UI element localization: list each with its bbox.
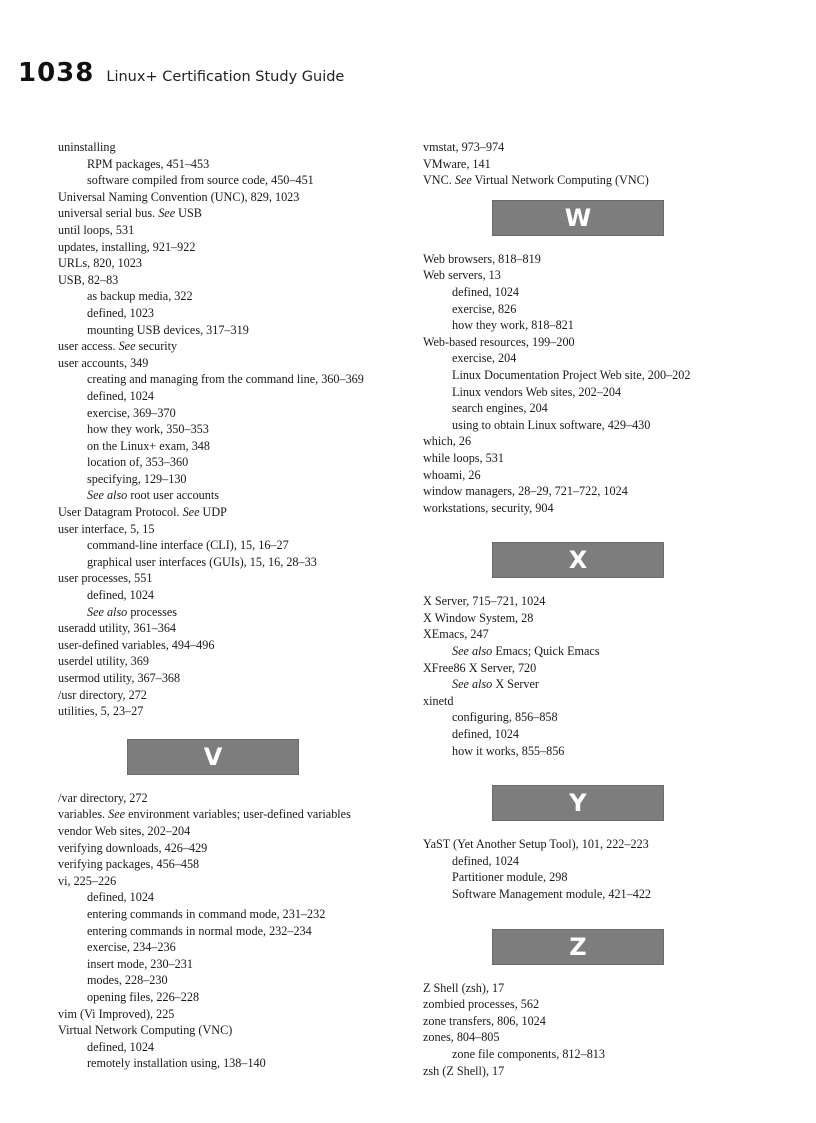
index-subentry: how they work, 350–353 bbox=[87, 422, 209, 437]
index-entry: verifying packages, 456–458 bbox=[58, 857, 200, 872]
index-subentry: specifying, 129–130 bbox=[87, 471, 187, 486]
index-entry: user interface, 5, 15 bbox=[58, 521, 155, 536]
index-entry: URLs, 820, 1023 bbox=[58, 256, 142, 271]
index-subentry: as backup media, 322 bbox=[87, 289, 193, 304]
section-header-y: Y bbox=[492, 785, 664, 821]
index-subentry: defined, 1024 bbox=[452, 284, 520, 299]
index-subentry: using to obtain Linux software, 429–430 bbox=[452, 417, 651, 432]
index-entry: user accounts, 349 bbox=[58, 355, 149, 370]
index-entry: VNC. See Virtual Network Computing (VNC) bbox=[423, 173, 649, 188]
index-entry: userdel utility, 369 bbox=[58, 654, 149, 669]
index-subentry: defined, 1024 bbox=[452, 853, 520, 868]
index-entry: Web servers, 13 bbox=[423, 268, 501, 283]
index-subentry: See also processes bbox=[87, 604, 178, 619]
index-entry: useradd utility, 361–364 bbox=[58, 621, 177, 636]
index-subentry: defined, 1024 bbox=[87, 588, 155, 603]
index-subentry: how they work, 818–821 bbox=[452, 318, 574, 333]
index-subentry: defined, 1024 bbox=[87, 1039, 155, 1054]
index-entry: while loops, 531 bbox=[423, 450, 504, 465]
index-entry: user access. See security bbox=[58, 339, 178, 354]
index-entry: Virtual Network Computing (VNC) bbox=[58, 1023, 233, 1038]
index-subentry: modes, 228–230 bbox=[87, 973, 168, 988]
index-subentry: location of, 353–360 bbox=[87, 455, 189, 470]
page-header bbox=[18, 58, 344, 88]
index-subentry: defined, 1024 bbox=[87, 890, 155, 905]
index-entry: vi, 225–226 bbox=[58, 873, 117, 888]
index-entry: xinetd bbox=[423, 693, 454, 708]
index-entry: utilities, 5, 23–27 bbox=[58, 704, 144, 719]
index-entry: vendor Web sites, 202–204 bbox=[58, 823, 191, 838]
index-entry: uninstalling bbox=[58, 140, 116, 154]
index-entry: workstations, security, 904 bbox=[423, 500, 554, 515]
index-entry: USB, 82–83 bbox=[58, 272, 119, 287]
index-subentry: exercise, 204 bbox=[452, 351, 517, 366]
index-subentry: search engines, 204 bbox=[452, 401, 548, 416]
index-subentry: exercise, 234–236 bbox=[87, 940, 176, 955]
index-entry: updates, installing, 921–922 bbox=[58, 239, 196, 254]
index-entry: until loops, 531 bbox=[58, 222, 135, 237]
index-group-z bbox=[423, 980, 793, 1080]
index-subentry: See also Emacs; Quick Emacs bbox=[452, 644, 600, 659]
index-entry: User Datagram Protocol. See UDP bbox=[58, 505, 227, 520]
index-subentry: exercise, 826 bbox=[452, 301, 517, 316]
book-title: Linux+ Certification Study Guide bbox=[106, 69, 345, 85]
index-entry: /usr directory, 272 bbox=[58, 687, 147, 702]
index-subentry: defined, 1024 bbox=[87, 388, 155, 403]
index-entry: zones, 804–805 bbox=[423, 1030, 500, 1045]
index-group-v-cont bbox=[423, 139, 793, 189]
index-subentry: zone file components, 812–813 bbox=[452, 1046, 605, 1061]
page-number: 1038 bbox=[18, 58, 95, 88]
index-subentry: exercise, 369–370 bbox=[87, 405, 176, 420]
index-entry: VMware, 141 bbox=[423, 156, 491, 171]
index-entry: universal serial bus. See USB bbox=[58, 206, 202, 221]
index-subentry: on the Linux+ exam, 348 bbox=[87, 438, 210, 453]
index-entry: X Server, 715–721, 1024 bbox=[423, 594, 546, 609]
index-subentry: opening files, 226–228 bbox=[87, 989, 200, 1004]
index-entry: whoami, 26 bbox=[423, 467, 481, 482]
index-subentry: graphical user interfaces (GUIs), 15, 16, 28–33 bbox=[87, 554, 317, 569]
index-group-w bbox=[423, 251, 793, 517]
index-subentry: configuring, 856–858 bbox=[452, 710, 558, 725]
index-group-y bbox=[423, 836, 793, 902]
index-entry: Web-based resources, 199–200 bbox=[423, 334, 575, 349]
index-entry: XEmacs, 247 bbox=[423, 627, 489, 642]
index-subentry: RPM packages, 451–453 bbox=[87, 156, 210, 171]
index-subentry: Linux vendors Web sites, 202–204 bbox=[452, 384, 622, 399]
index-entry: user processes, 551 bbox=[58, 571, 153, 586]
index-group-u bbox=[58, 139, 398, 720]
index-group-v bbox=[58, 790, 398, 1072]
index-entry: Universal Naming Convention (UNC), 829, 1023 bbox=[58, 189, 300, 204]
index-subentry: command-line interface (CLI), 15, 16–27 bbox=[87, 538, 289, 553]
index-subentry: mounting USB devices, 317–319 bbox=[87, 322, 249, 337]
index-entry: /var directory, 272 bbox=[58, 790, 148, 805]
index-group-x bbox=[423, 593, 793, 759]
section-header-w: W bbox=[492, 200, 664, 236]
index-subentry: entering commands in normal mode, 232–234 bbox=[87, 923, 312, 938]
index-subentry: entering commands in command mode, 231–232 bbox=[87, 906, 326, 921]
section-header-x: X bbox=[492, 542, 664, 578]
index-subentry: defined, 1023 bbox=[87, 305, 155, 320]
index-entry: Z Shell (zsh), 17 bbox=[423, 980, 505, 995]
index-entry: zombied processes, 562 bbox=[423, 997, 540, 1012]
index-entry: usermod utility, 367–368 bbox=[58, 671, 181, 685]
index-subentry: remotely installation using, 138–140 bbox=[87, 1056, 266, 1071]
index-column-right bbox=[423, 139, 793, 1079]
index-entry: verifying downloads, 426–429 bbox=[58, 840, 208, 855]
index-subentry: Partitioner module, 298 bbox=[452, 870, 568, 885]
index-entry: YaST (Yet Another Setup Tool), 101, 222–223 bbox=[423, 837, 649, 852]
index-entry: zone transfers, 806, 1024 bbox=[423, 1013, 546, 1028]
index-entry: user-defined variables, 494–496 bbox=[58, 637, 215, 652]
index-subentry: software compiled from source code, 450–451 bbox=[87, 173, 314, 188]
index-entry: which, 26 bbox=[423, 434, 472, 449]
index-entry: window managers, 28–29, 721–722, 1024 bbox=[423, 484, 628, 499]
index-subentry: creating and managing from the command line, 360–369 bbox=[87, 372, 364, 387]
index-column-left bbox=[58, 139, 398, 1072]
section-header-z: Z bbox=[492, 929, 664, 965]
index-entry: vim (Vi Improved), 225 bbox=[58, 1006, 175, 1021]
index-subentry: Software Management module, 421–422 bbox=[452, 887, 652, 901]
index-subentry: See also X Server bbox=[452, 677, 539, 692]
index-entry: vmstat, 973–974 bbox=[423, 140, 505, 154]
index-subentry: Linux Documentation Project Web site, 200–202 bbox=[452, 367, 691, 382]
index-entry: XFree86 X Server, 720 bbox=[423, 660, 537, 675]
index-entry: zsh (Z Shell), 17 bbox=[423, 1063, 505, 1078]
index-subentry: See also root user accounts bbox=[87, 488, 219, 503]
index-subentry: insert mode, 230–231 bbox=[87, 956, 193, 971]
index-subentry: defined, 1024 bbox=[452, 727, 520, 742]
index-entry: variables. See environment variables; user-defined variables bbox=[58, 807, 351, 822]
index-entry: X Window System, 28 bbox=[423, 610, 534, 625]
index-entry: Web browsers, 818–819 bbox=[423, 251, 541, 266]
section-header-v: V bbox=[127, 739, 299, 775]
index-subentry: how it works, 855–856 bbox=[452, 743, 565, 758]
